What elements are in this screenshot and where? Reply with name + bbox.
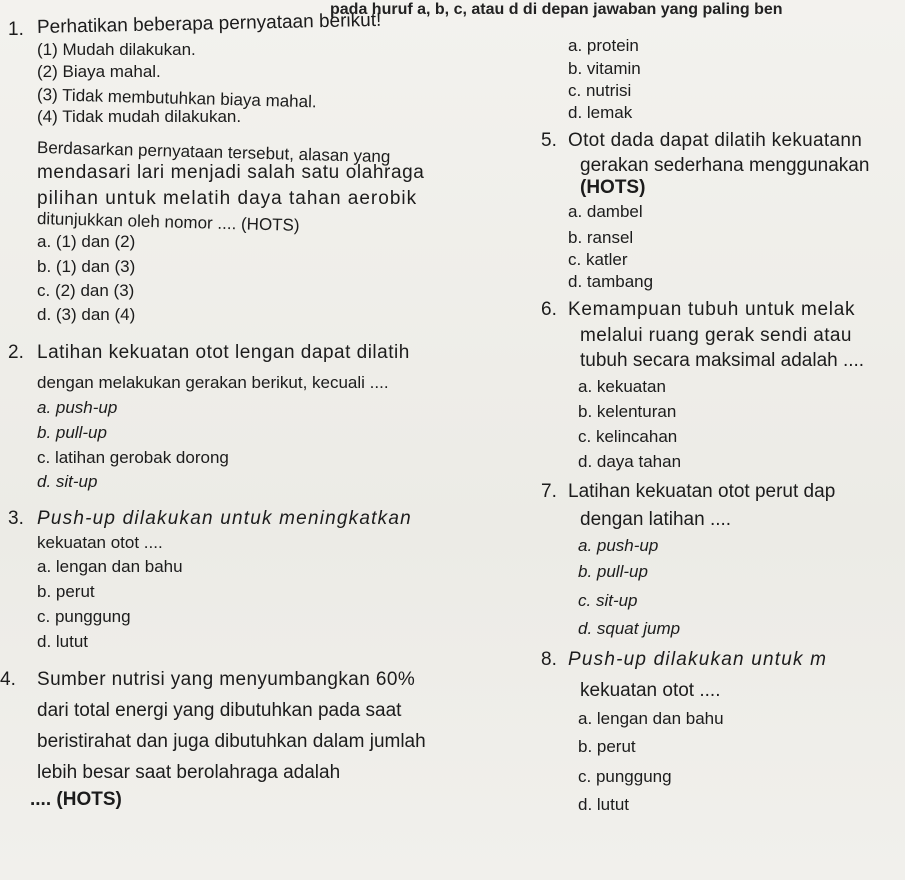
q6-stem-line-1: Kemampuan tubuh untuk melak [568, 299, 856, 320]
q3-option-d: d. lutut [37, 632, 89, 651]
q7-option-b: b. pull-up [578, 562, 648, 581]
q4-stem-line-1: Sumber nutrisi yang menyumbangkan 60% [37, 669, 416, 690]
q7-option-d: d. squat jump [578, 619, 681, 638]
q1-body-line-1: Berdasarkan pernyataan tersebut, alasan yang [36, 138, 391, 167]
q1-option-b: b. (1) dan (3) [37, 257, 136, 276]
q6-option-c: c. kelincahan [578, 427, 678, 446]
q8-option-b: b. perut [578, 737, 636, 756]
q5-option-c: c. katler [568, 250, 628, 269]
q2-option-b: b. pull-up [37, 423, 107, 442]
q1-body-line-2: mendasari lari menjadi salah satu olahraga [37, 162, 425, 183]
q7-stem-line-1: Latihan kekuatan otot perut dap [568, 481, 836, 502]
q4-option-d: d. lemak [568, 103, 633, 122]
q4-number: 4. [0, 669, 16, 690]
q8-stem-line-1: Push-up dilakukan untuk m [568, 649, 828, 670]
q4-option-a: a. protein [568, 36, 639, 55]
q3-stem-line-2: kekuatan otot .... [37, 533, 163, 552]
q3-option-b: b. perut [37, 582, 95, 601]
q1-statement-4: (4) Tidak mudah dilakukan. [37, 107, 242, 126]
q5-number: 5. [541, 130, 557, 151]
q5-stem-line-1: Otot dada dapat dilatih kekuatann [568, 130, 863, 151]
q1-body-line-3: pilihan untuk melatih daya tahan aerobik [37, 188, 418, 209]
q3-stem-line-1: Push-up dilakukan untuk meningkatkan [37, 508, 412, 529]
q6-option-a: a. kekuatan [578, 377, 666, 396]
q3-option-a: a. lengan dan bahu [37, 557, 183, 576]
q6-option-b: b. kelenturan [578, 402, 677, 421]
q1-option-c: c. (2) dan (3) [37, 281, 135, 300]
q6-option-d: d. daya tahan [578, 452, 682, 471]
q8-option-d: d. lutut [578, 795, 630, 814]
q4-option-b: b. vitamin [568, 59, 641, 78]
q1-option-a: a. (1) dan (2) [37, 232, 136, 251]
q7-option-a: a. push-up [578, 536, 659, 555]
q1-statement-2: (2) Biaya mahal. [37, 62, 161, 81]
q8-option-c: c. punggung [578, 767, 672, 786]
q1-number: 1. [8, 19, 24, 40]
q8-option-a: a. lengan dan bahu [578, 709, 724, 728]
instruction-header: pada huruf a, b, c, atau d di depan jawaban yang paling ben [330, 1, 783, 18]
q2-option-c: c. latihan gerobak dorong [37, 448, 229, 467]
q2-option-d: d. sit-up [37, 472, 98, 491]
q4-stem-line-5: .... (HOTS) [30, 789, 122, 810]
q7-option-c: c. sit-up [578, 591, 638, 610]
q1-stem: Perhatikan beberapa pernyataan berikut! [36, 9, 382, 38]
q3-option-c: c. punggung [37, 607, 131, 626]
q7-number: 7. [541, 481, 557, 502]
q1-option-d: d. (3) dan (4) [37, 305, 136, 324]
q1-statement-1: (1) Mudah dilakukan. [37, 40, 196, 59]
q4-stem-line-2: dari total energi yang dibutuhkan pada saat [37, 700, 402, 721]
q4-stem-line-3: beristirahat dan juga dibutuhkan dalam jumlah [37, 731, 426, 752]
q2-stem-line-2: dengan melakukan gerakan berikut, kecuali .... [37, 373, 389, 392]
q2-number: 2. [8, 342, 24, 363]
q6-stem-line-2: melalui ruang gerak sendi atau [580, 325, 852, 346]
q1-body-line-4: ditunjukkan oleh nomor .... (HOTS) [36, 209, 300, 235]
q5-option-a: a. dambel [568, 202, 643, 221]
q2-option-a: a. push-up [37, 398, 118, 417]
q6-number: 6. [541, 299, 557, 320]
q6-stem-line-3: tubuh secara maksimal adalah .... [580, 350, 865, 371]
q4-stem-line-4: lebih besar saat berolahraga adalah [37, 762, 341, 783]
q5-option-b: b. ransel [568, 228, 634, 247]
q5-option-d: d. tambang [568, 272, 654, 291]
q2-stem-line-1: Latihan kekuatan otot lengan dapat dilatih [37, 342, 410, 363]
q8-stem-line-2: kekuatan otot .... [580, 680, 721, 701]
q4-option-c: c. nutrisi [568, 81, 632, 100]
q3-number: 3. [8, 508, 24, 529]
q5-stem-line-2: gerakan sederhana menggunakan [580, 155, 870, 176]
q1-statement-3: (3) Tidak membutuhkan biaya mahal. [36, 85, 317, 112]
q5-stem-line-3: (HOTS) [580, 177, 646, 198]
q7-stem-line-2: dengan latihan .... [580, 509, 732, 530]
q8-number: 8. [541, 649, 557, 670]
